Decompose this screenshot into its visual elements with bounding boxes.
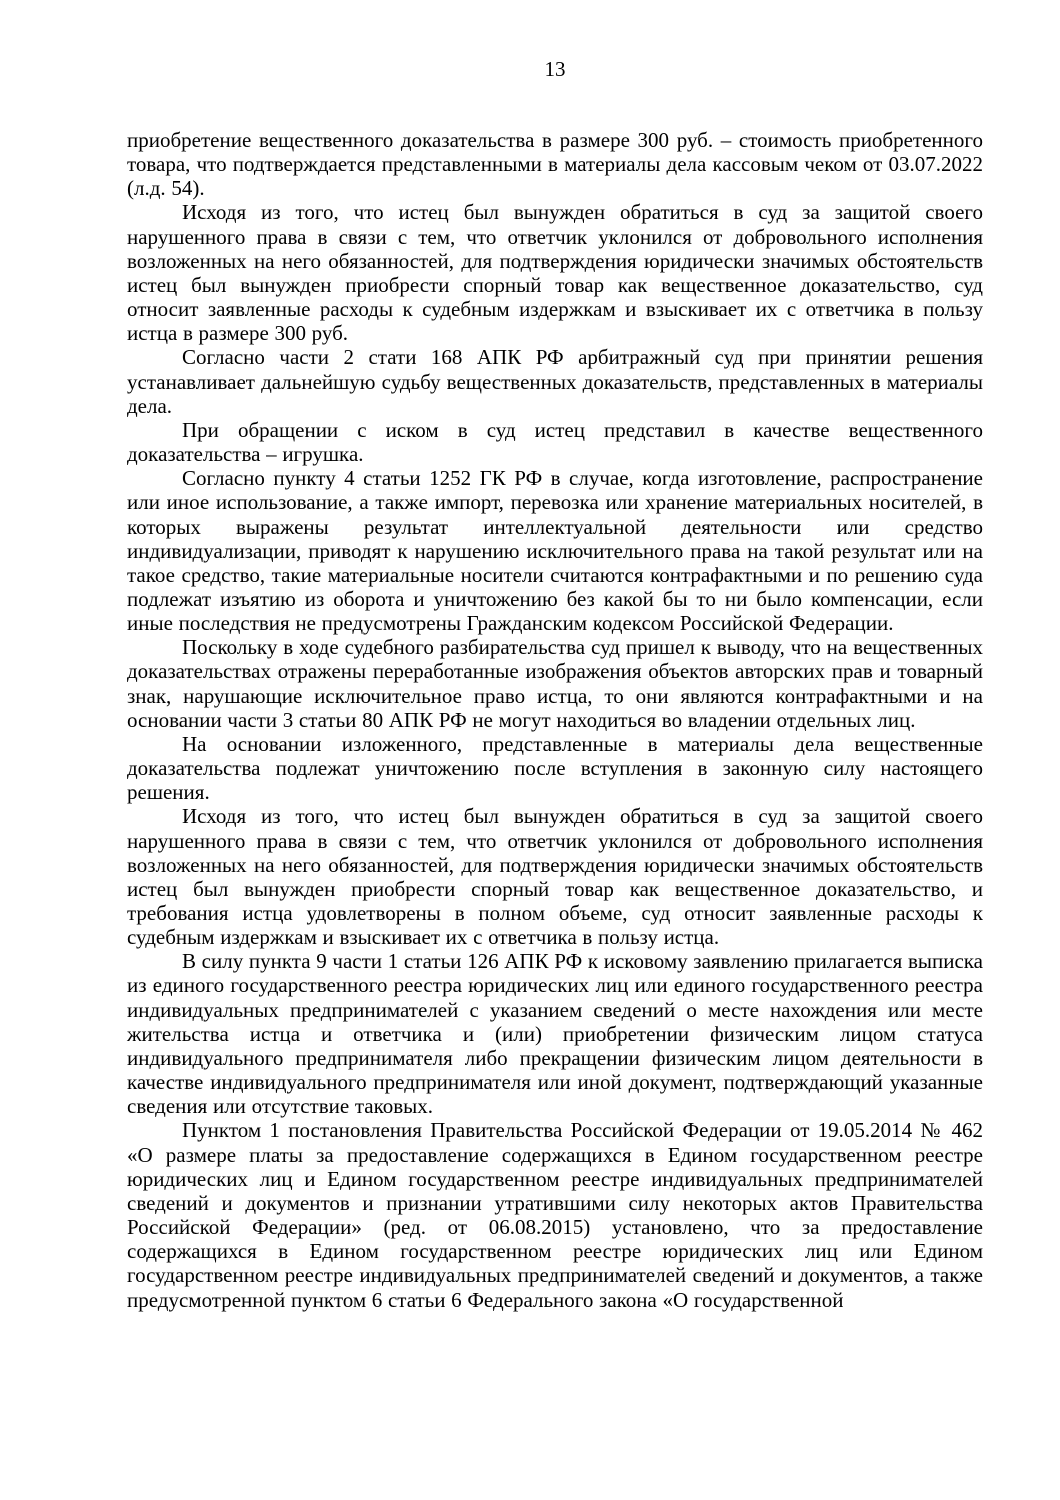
paragraph: В силу пункта 9 части 1 статьи 126 АПК РФ к исковому заявлению прилагается выписка из единого государственного реестра юридических лиц или единого государственного реестра индивидуальных предпринимателей с указанием сведений о месте нахождения или месте жительства истца и ответчика и (или) приобретении физическим лицом статуса индивидуального предпринимателя либо прекращении физическим лицом деятельности в качестве индивидуального предпринимателя или иной документ, подтверждающий указанные сведения или отсутствие таковых. — [127, 949, 983, 1119]
paragraph: При обращении с иском в суд истец представил в качестве вещественного доказательства – игрушка. — [127, 417, 983, 467]
paragraph-unfinished: Пунктом 1 постановления Правительства Российской Федерации от 19.05.2014 № 462 «О размере платы за предоставление содержащихся в Едином государственном реестре юридических лиц и Едином государственном реестре индивидуальных предпринимателей сведений и документов и признании утратившими силу некоторых актов Правительства Российской Федерации» (ред. от 06.08.2015) установлено, что за предоставление содержащихся в Едином государственном реестре юридических лиц или Едином государственном реестре индивидуальных предпринимателей сведений и документов, а также предусмотренной пунктом 6 статьи 6 Федерального закона «О государственной — [127, 1118, 983, 1312]
paragraph: Исходя из того, что истец был вынужден обратиться в суд за защитой своего нарушенного права в связи с тем, что ответчик уклонился от добровольного исполнения возложенных на него обязанностей, для подтверждения юридически значимых обстоятельств истец был вынужден приобрести спорный товар как вещественное доказательство, суд относит заявленные расходы к судебным издержкам и взыскивает их с ответчика в пользу истца в размере 300 руб. — [127, 200, 983, 346]
page-number: 13 — [544, 57, 566, 81]
paragraph: Согласно части 2 стати 168 АПК РФ арбитражный суд при принятии решения устанавливает дальнейшую судьбу вещественных доказательств, представленных в материалы дела. — [127, 345, 983, 418]
paragraph: Исходя из того, что истец был вынужден обратиться в суд за защитой своего нарушенного права в связи с тем, что ответчик уклонился от добровольного исполнения возложенных на него обязанностей, для подтверждения юридически значимых обстоятельств истец был вынужден приобрести спорный товар как вещественное доказательство, и требования истца удовлетворены в полном объеме, суд относит заявленные расходы к судебным издержкам и взыскивает их с ответчика в пользу истца. — [127, 804, 983, 950]
document-body — [127, 128, 983, 1312]
paragraph: Согласно пункту 4 статьи 1252 ГК РФ в случае, когда изготовление, распространение или иное использование, а также импорт, перевозка или хранение материальных носителей, в которых выражены результат интеллектуальной деятельности или средство индивидуализации, приводят к нарушению исключительного права на такой результат или на такое средство, такие материальные носители считаются контрафактными и по решению суда подлежат изъятию из оборота и уничтожению без какой бы то ни было компенсации, если иные последствия не предусмотрены Гражданским кодексом Российской Федерации. — [127, 466, 983, 636]
paragraph: Поскольку в ходе судебного разбирательства суд пришел к выводу, что на вещественных доказательствах отражены переработанные изображения объектов авторских прав и товарный знак, нарушающие исключительное право истца, то они являются контрафактными и на основании части 3 статьи 80 АПК РФ не могут находиться во владении отдельных лиц. — [127, 635, 983, 732]
paragraph: На основании изложенного, представленные в материалы дела вещественные доказательства подлежат уничтожению после вступления в законную силу настоящего решения. — [127, 731, 983, 805]
paragraph-continuation: приобретение вещественного доказательства в размере 300 руб. – стоимость приобретенного товара, что подтверждается представленными в материалы дела кассовым чеком от 03.07.2022 (л.д. 54). — [127, 128, 983, 201]
